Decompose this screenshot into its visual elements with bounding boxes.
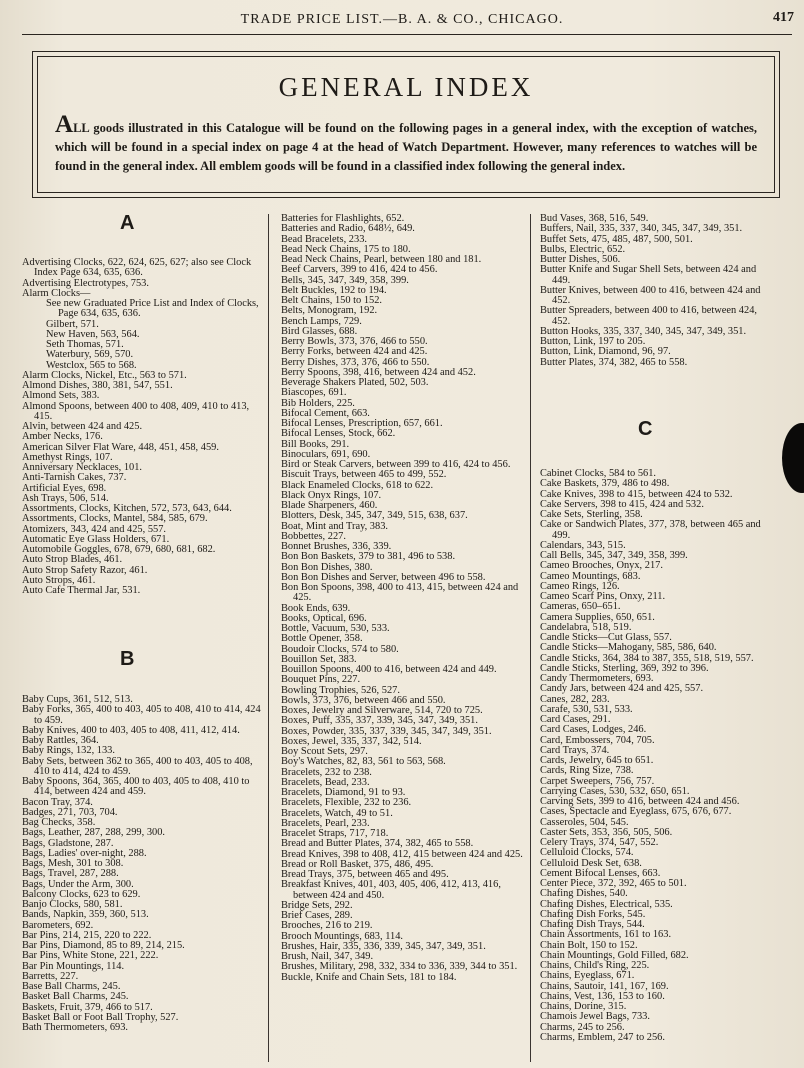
index-entry: Butter Dishes, 506.	[540, 254, 621, 265]
index-entry: Blade Sharpeners, 460.	[281, 500, 378, 511]
index-entry: Candle Sticks—Cut Glass, 557.	[540, 632, 672, 643]
section-letter-b: B	[120, 648, 135, 670]
index-entry: Cement Bifocal Lenses, 663.	[540, 867, 661, 879]
index-entry: Brief Cases, 289.	[281, 910, 353, 921]
index-entry: Bacon Tray, 374.	[22, 796, 93, 808]
index-entry: Blotters, Desk, 345, 347, 349, 515, 638, 637.	[281, 510, 468, 522]
index-entry: Bread Trays, 375, between 465 and 495.	[281, 869, 449, 880]
index-entry: Celluloid Clocks, 574.	[540, 847, 634, 859]
index-entry: Bags, Leather, 287, 288, 299, 300.	[22, 827, 166, 839]
index-entry: Celluloid Desk Set, 638.	[540, 857, 642, 869]
index-entry: Almond Dishes, 380, 381, 547, 551.	[22, 380, 173, 391]
index-entry: Bags, Gladstone, 287.	[22, 837, 114, 849]
entries-a	[22, 258, 262, 596]
index-entry: Advertising Electrotypes, 753.	[22, 277, 149, 289]
index-entry: Cake Sets, Sterling, 358.	[540, 509, 643, 520]
index-entry: Balcony Clocks, 623 to 629.	[22, 888, 141, 900]
index-entry: Boxes, Powder, 335, 337, 339, 345, 347, 349, 351.	[281, 725, 492, 737]
index-entry: Button Hooks, 335, 337, 340, 345, 347, 349, 351.	[540, 325, 747, 337]
index-entry: Black Enameled Clocks, 618 to 622.	[281, 479, 434, 491]
index-entry: Assortments, Clocks, Kitchen, 572, 573, 643, 644.	[22, 503, 232, 514]
index-entry: Brooch Mountings, 683, 114.	[281, 930, 403, 942]
index-entry: Beverage Shakers Plated, 502, 503.	[281, 377, 429, 388]
index-entry: Chamois Jewel Bags, 733.	[540, 1011, 650, 1023]
index-entry: Bonnet Brushes, 336, 339.	[281, 541, 392, 552]
index-entry: Ash Trays, 506, 514.	[22, 492, 109, 504]
index-entry: Bouquet Pins, 227.	[281, 674, 361, 686]
index-entry: Brooches, 216 to 219.	[281, 920, 373, 932]
running-head-title: TRADE PRICE LIST.—B. A. & CO., CHICAGO.	[240, 12, 564, 27]
index-entry: Bread or Roll Basket, 375, 486, 495.	[281, 858, 434, 870]
index-entry: Bead Neck Chains, 175 to 180.	[281, 243, 411, 255]
index-entry: Berry Dishes, 373, 376, 466 to 550.	[281, 356, 430, 368]
index-entry: Candy Jars, between 424 and 425, 557.	[540, 683, 704, 695]
index-entry: Boy Scout Sets, 297.	[281, 746, 368, 757]
index-entry: Bill Books, 291.	[281, 438, 350, 450]
index-entry: Bracelets, Pearl, 233.	[281, 817, 370, 829]
index-entry: Barretts, 227.	[22, 970, 79, 982]
index-entry: Bulbs, Electric, 652.	[540, 243, 626, 255]
index-entry: Celery Trays, 374, 547, 552.	[540, 837, 659, 848]
intro-paragraph	[55, 111, 757, 176]
index-entry: Bottle, Vacuum, 530, 533.	[281, 623, 390, 634]
index-entry: Anti-Tarnish Cakes, 737.	[22, 472, 127, 484]
index-entry: Automobile Goggles, 678, 679, 680, 681, 682.	[22, 544, 216, 555]
index-entry: Batteries and Radio, 648½, 649.	[281, 223, 415, 235]
column-divider-1	[268, 214, 269, 1062]
index-entry: Bar Pin Mountings, 114.	[22, 960, 125, 972]
index-entry: Boat, Mint and Tray, 383.	[281, 520, 388, 532]
index-entry: Bar Pins, 214, 215, 220 to 222.	[22, 929, 152, 941]
index-entry: Bouillon Set, 383.	[281, 653, 357, 665]
index-entry: Carving Sets, 399 to 416, between 424 and 456.	[540, 796, 740, 807]
index-entry: Chain Bolt, 150 to 152.	[540, 939, 638, 951]
column-divider-2	[530, 214, 531, 1062]
index-entry: Chafing Dishes, 540.	[540, 888, 628, 900]
index-entry: Chain Mountings, Gold Filled, 682.	[540, 949, 689, 961]
intro-text: LL goods illustrated in this Catalogue will be found on the following pages in a general index, with the exception of watches, which will be found in a special index on page 4 at the head of Watch Department. However, many references to watches will be found in the general index. All emblem goods will be found in a classified index following the general index.	[55, 121, 757, 173]
index-entry: Bread Knives, 398 to 408, 412, 415 between 424 and 425.	[281, 848, 523, 860]
index-entry: Bags, Mesh, 301 to 308.	[22, 858, 124, 869]
index-entry: Alvin, between 424 and 425.	[22, 421, 143, 432]
index-entry: Banjo Clocks, 580, 581.	[22, 899, 123, 910]
index-entry: Boxes, Puff, 335, 337, 339, 345, 347, 349, 351.	[281, 715, 478, 727]
index-entry: Berry Bowls, 373, 376, 466 to 550.	[281, 336, 428, 347]
index-entry: Baby Forks, 365, 400 to 403, 405 to 408, 410 to 414, 424 to 459.	[22, 704, 261, 726]
index-entry: Bead Bracelets, 233.	[281, 233, 367, 245]
index-entry: Cards, Ring Size, 738.	[540, 765, 634, 777]
index-entry: Bags, Ladies' over-night, 288.	[22, 847, 147, 859]
index-entry: Baby Spoons, 364, 365, 400 to 403, 405 to 408, 410 to 414, between 424 and 459.	[22, 776, 250, 798]
page-number: 417	[773, 10, 794, 25]
index-entry: Books, Optical, 696.	[281, 612, 367, 624]
index-entry: Cameo Mountings, 683.	[540, 570, 641, 582]
index-entry: Caster Sets, 353, 356, 505, 506.	[540, 826, 673, 838]
index-entry: Advertising Clocks, 622, 624, 625, 627; also see Clock Index Page 634, 635, 636.	[22, 257, 252, 279]
index-entry: Base Ball Charms, 245.	[22, 981, 121, 992]
index-entry: Westclox, 565 to 568.	[46, 359, 137, 371]
index-entry: Candle Sticks—Mahogany, 585, 586, 640.	[540, 642, 717, 654]
index-entry: Basket Ball or Foot Ball Trophy, 527.	[22, 1011, 179, 1023]
index-entry: Bath Thermometers, 693.	[22, 1022, 129, 1033]
index-entry: Baby Sets, between 362 to 365, 400 to 403, 405 to 408, 410 to 414, 424 to 459.	[22, 755, 253, 777]
index-entry: Boudoir Clocks, 574 to 580.	[281, 643, 399, 655]
index-entry: Bead Neck Chains, Pearl, between 180 and 181.	[281, 254, 482, 265]
index-entry: Camera Supplies, 650, 651.	[540, 611, 655, 623]
index-entry: Cameras, 650–651.	[540, 601, 621, 613]
index-entry: Baby Knives, 400 to 403, 405 to 408, 411, 412, 414.	[22, 724, 240, 736]
index-entry: Bird or Steak Carvers, between 399 to 416, 424 to 456.	[281, 459, 511, 470]
thumb-index-tab	[782, 423, 804, 493]
index-entry: Barometers, 692.	[22, 919, 94, 931]
index-entry: Button, Link, 197 to 205.	[540, 336, 646, 347]
index-entry: Brush, Nail, 347, 349.	[281, 951, 374, 962]
index-entry: Bon Bon Spoons, 398, 400 to 413, 415, between 424 and 425.	[281, 582, 519, 604]
index-entry: Almond Sets, 383.	[22, 390, 100, 402]
index-entry: Badges, 271, 703, 704.	[22, 806, 118, 818]
index-entry: Bouillon Spoons, 400 to 416, between 424 and 449.	[281, 664, 497, 675]
index-entry: Cake Baskets, 379, 486 to 498.	[540, 478, 670, 490]
index-entry: Biascopes, 691.	[281, 387, 347, 399]
section-letter-a: A	[120, 212, 135, 234]
index-entry: Bridge Sets, 292.	[281, 899, 353, 911]
index-entry: Carpet Sweepers, 756, 757.	[540, 775, 655, 787]
index-entry: Bracelets, 232 to 238.	[281, 766, 372, 778]
index-entry: Brushes, Military, 298, 332, 334 to 336, 339, 344 to 351.	[281, 961, 518, 973]
index-entry: Card, Embossers, 704, 705.	[540, 734, 655, 746]
index-entry: Bracelets, Bead, 233.	[281, 776, 370, 788]
index-entry: Charms, 245 to 256.	[540, 1021, 625, 1033]
index-entry: Bottle Opener, 358.	[281, 633, 363, 645]
index-entry: Brushes, Hair, 335, 336, 339, 345, 347, 349, 351.	[281, 940, 486, 952]
index-entry: Chains, Dorine, 315.	[540, 1001, 627, 1012]
index-entry: Atomizers, 343, 424 and 425, 557.	[22, 523, 167, 535]
index-entry: Bird Glasses, 688.	[281, 325, 358, 337]
index-entry: Waterbury, 569, 570.	[46, 349, 134, 361]
index-entry: Bowling Trophies, 526, 527.	[281, 684, 400, 696]
index-entry: Berry Forks, between 424 and 425.	[281, 346, 428, 358]
index-entry: Calendars, 343, 515.	[540, 539, 626, 551]
index-entry: Center Piece, 372, 392, 465 to 501.	[540, 878, 687, 889]
index-entry: Bowls, 373, 376, between 466 and 550.	[281, 694, 446, 706]
index-entry: Candle Sticks, Sterling, 369, 392 to 396.	[540, 662, 709, 674]
index-entry: Butter Spreaders, between 400 to 416, between 424, 452.	[540, 305, 757, 327]
index-entry: Cake Knives, 398 to 415, between 424 to 532.	[540, 488, 733, 500]
index-entry: Auto Cafe Thermal Jar, 531.	[22, 585, 141, 596]
index-entry: Belts, Monogram, 192.	[281, 305, 378, 317]
index-entry: Bib Holders, 225.	[281, 397, 355, 409]
page-title: GENERAL INDEX	[278, 72, 534, 102]
index-entry: Cameo Rings, 126.	[540, 580, 620, 592]
index-entry: Bar Pins, Diamond, 85 to 89, 214, 215.	[22, 940, 185, 951]
index-entry: Bon Bon Baskets, 379 to 381, 496 to 538.	[281, 551, 456, 563]
index-entry: Casseroles, 504, 545.	[540, 816, 629, 828]
entries-b-end	[540, 214, 776, 368]
index-entry: Basket Ball Charms, 245.	[22, 991, 129, 1003]
index-entry: Bracelets, Watch, 49 to 51.	[281, 807, 393, 819]
index-entry: Bench Lamps, 729.	[281, 315, 362, 327]
index-entry: Chain Assortments, 161 to 163.	[540, 929, 672, 941]
index-entry: Buffet Sets, 475, 485, 487, 500, 501.	[540, 233, 693, 245]
index-entry: Cake Servers, 398 to 415, 424 and 532.	[540, 498, 704, 510]
index-entry: Bobbettes, 227.	[281, 530, 346, 542]
index-entry: Chains, Child's Ring, 225.	[540, 960, 650, 971]
index-entry: Carafe, 530, 531, 533.	[540, 703, 633, 715]
index-entry: Call Bells, 345, 347, 349, 358, 399.	[540, 550, 688, 561]
index-entry: Alarm Clocks, Nickel, Etc., 563 to 571.	[22, 369, 187, 381]
index-entry: Card Cases, 291.	[540, 714, 611, 725]
index-entry: Belt Buckles, 192 to 194.	[281, 284, 387, 296]
index-entry: Baby Rings, 132, 133.	[22, 745, 115, 757]
index-entry: Bifocal Lenses, Stock, 662.	[281, 428, 396, 440]
index-entry: Boxes, Jewel, 335, 337, 342, 514.	[281, 735, 422, 747]
index-entry: Cake or Sandwich Plates, 377, 378, between 465 and 499.	[540, 519, 761, 541]
index-entry: Auto Strop Safety Razor, 461.	[22, 564, 148, 576]
index-entry: Bud Vases, 368, 516, 549.	[540, 213, 649, 224]
entries-c	[540, 469, 776, 1043]
index-entry: Butter Knives, between 400 to 416, between 424 and 452.	[540, 284, 761, 306]
index-entry: Seth Thomas, 571.	[46, 339, 124, 350]
index-entry: See new Graduated Price List and Index of Clocks, Page 634, 635, 636.	[46, 298, 259, 320]
index-entry: Cameo Scarf Pins, Onxy, 211.	[540, 591, 666, 602]
index-entry: Gilbert, 571.	[46, 318, 99, 330]
index-entry: Book Ends, 639.	[281, 602, 351, 614]
index-entry: Bags, Under the Arm, 300.	[22, 878, 134, 890]
index-entry: Bon Bon Dishes, 380.	[281, 561, 373, 573]
index-entry: Baskets, Fruit, 379, 466 to 517.	[22, 1001, 153, 1013]
index-entry: Bon Bon Dishes and Server, between 496 to 558.	[281, 571, 486, 583]
index-entry: Cabinet Clocks, 584 to 561.	[540, 468, 657, 479]
index-entry: Bracelet Straps, 717, 718.	[281, 828, 389, 839]
index-entry: New Haven, 563, 564.	[46, 328, 140, 340]
index-entry: Bags, Travel, 287, 288.	[22, 868, 119, 880]
index-entry: Amber Necks, 176.	[22, 431, 103, 443]
intro-dropcap: A	[55, 111, 74, 138]
entries-b	[22, 695, 262, 1033]
index-entry: Anniversary Necklaces, 101.	[22, 462, 143, 473]
index-entry: Chafing Dishes, Electrical, 535.	[540, 898, 673, 910]
index-entry: Alarm Clocks—	[22, 287, 91, 299]
index-entry: Cases, Spectacle and Eyeglass, 675, 676, 677.	[540, 806, 732, 818]
index-entry: Bifocal Lenses, Prescription, 657, 661.	[281, 418, 443, 429]
index-entry: Canes, 282, 283.	[540, 693, 610, 705]
index-entry: Belt Chains, 150 to 152.	[281, 295, 383, 306]
index-entry: Boxes, Jewelry and Silverware, 514, 720 to 725.	[281, 705, 483, 716]
general-index-box	[32, 51, 780, 198]
index-entry: Chains, Vest, 136, 153 to 160.	[540, 990, 665, 1002]
index-entry: Black Onyx Rings, 107.	[281, 489, 382, 501]
running-head	[0, 10, 804, 32]
index-entry: Bracelets, Flexible, 232 to 236.	[281, 797, 412, 809]
index-entry: Button, Link, Diamond, 96, 97.	[540, 346, 671, 358]
index-entry: Binoculars, 691, 690.	[281, 448, 371, 460]
index-entry: Chains, Eyeglass, 671.	[540, 970, 635, 982]
index-entry: Almond Spoons, between 400 to 408, 409, 410 to 413, 415.	[22, 400, 250, 422]
entries-b-continued	[281, 214, 524, 983]
index-entry: Bag Checks, 358.	[22, 817, 96, 828]
index-entry: Candy Thermometers, 693.	[540, 673, 654, 684]
index-entry: Chafing Dish Forks, 545.	[540, 908, 646, 920]
index-entry: Bifocal Cement, 663.	[281, 407, 370, 419]
header-rule	[22, 34, 792, 35]
index-entry: Automatic Eye Glass Holders, 671.	[22, 533, 170, 545]
index-entry: Card Cases, Lodges, 246.	[540, 724, 647, 736]
index-entry: Chains, Sautoir, 141, 167, 169.	[540, 980, 669, 992]
index-entry: Charms, Emblem, 247 to 256.	[540, 1031, 665, 1043]
section-letter-c: C	[638, 418, 653, 440]
index-entry: Butter Plates, 374, 382, 465 to 558.	[540, 356, 688, 368]
index-entry: Bracelets, Diamond, 91 to 93.	[281, 787, 406, 798]
index-entry: Assortments, Clocks, Mantel, 584, 585, 679.	[22, 513, 208, 525]
index-entry: Auto Strop Blades, 461.	[22, 554, 123, 566]
index-entry: Candle Sticks, 364, 384 to 387, 355, 518, 519, 557.	[540, 652, 754, 664]
index-entry: Batteries for Flashlights, 652.	[281, 213, 405, 224]
index-entry: Baby Cups, 361, 512, 513.	[22, 694, 133, 705]
index-entry: Berry Spoons, 398, 416, between 424 and 452.	[281, 366, 476, 378]
index-entry: Baby Rattles, 364.	[22, 735, 99, 746]
index-entry: Card Trays, 374.	[540, 744, 610, 756]
index-entry: Boy's Watches, 82, 83, 561 to 563, 568.	[281, 756, 446, 768]
index-entry: American Silver Flat Ware, 448, 451, 458, 459.	[22, 441, 219, 453]
index-entry: Beef Carvers, 399 to 416, 424 to 456.	[281, 264, 438, 276]
index-entry: Buffers, Nail, 335, 337, 340, 345, 347, 349, 351.	[540, 223, 743, 235]
index-entry: Amethyst Rings, 107.	[22, 451, 113, 463]
index-entry: Breakfast Knives, 401, 403, 405, 406, 412, 413, 416, between 424 and 450.	[281, 879, 501, 901]
index-entry: Carrying Cases, 530, 532, 650, 651.	[540, 785, 690, 797]
index-entry: Artificial Eyes, 698.	[22, 482, 107, 494]
index-entry: Bells, 345, 347, 349, 358, 399.	[281, 274, 409, 286]
index-entry: Biscuit Trays, between 465 to 499, 552.	[281, 469, 447, 481]
index-entry: Buckle, Knife and Chain Sets, 181 to 184.	[281, 971, 457, 983]
index-entry: Candelabra, 518, 519.	[540, 621, 632, 633]
index-entry: Bread and Butter Plates, 374, 382, 465 to 558.	[281, 838, 474, 850]
index-entry: Auto Strops, 461.	[22, 574, 96, 586]
index-entry: Cards, Jewelry, 645 to 651.	[540, 755, 654, 766]
index-entry: Bands, Napkin, 359, 360, 513.	[22, 909, 149, 921]
index-entry: Butter Knife and Sugar Shell Sets, between 424 and 449.	[540, 264, 757, 286]
index-entry: Cameo Brooches, Onyx, 217.	[540, 560, 663, 572]
index-entry: Bar Pins, White Stone, 221, 222.	[22, 950, 159, 962]
index-entry: Chafing Dish Trays, 544.	[540, 919, 645, 930]
